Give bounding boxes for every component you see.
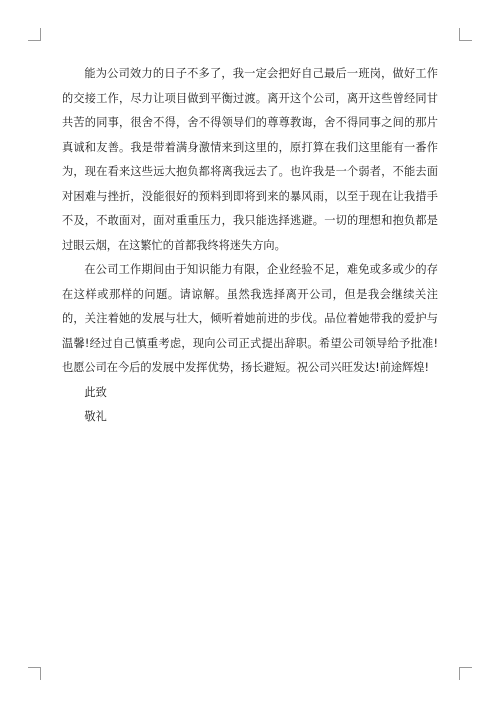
closing-salutation: 此致	[84, 385, 107, 399]
crop-mark-top-left	[28, 28, 41, 41]
paragraph-2: 在公司工作期间由于知识能力有限，企业经验不足，难免或多或少的存在这样或那样的问题。请谅解。虽然我选择离开公司，但是我会继续关注的，关注着她的发展与壮大，倾听着她前进的步伐。品位着她带我的爱护与温馨!经过自己慎重考虑，现向公司正式提出辞职。希望公司领导给予批准!也愿公司在今后的发展中发挥优势，扬长避短。祝公司兴旺发达!前途辉煌!	[62, 263, 438, 374]
closing-regards: 敬礼	[84, 410, 107, 423]
paragraph-1: 能为公司效力的日子不多了，我一定会把好自己最后一班岗，做好工作的交接工作，尽力让项目做到平衡过渡。离开这个公司，离开这些曾经同甘共苦的同事，很舍不得，舍不得领导们的尊尊教诲，舍不得同事之间的那片真诚和友善。我是带着满身激情来到这里的，原打算在我们这里能有一番作为，现在看来这些远大抱负都将离我远去了。也许我是一个弱者，不能去面对困难与挫折，没能很好的预料到即将到来的暴风雨，以至于现在让我措手不及，不敢面对，面对重重压力，我只能选择逃避。一切的理想和抱负都是过眼云烟，在这繁忙的首都我终将迷失方向。	[62, 67, 438, 252]
crop-mark-bottom-left	[28, 667, 41, 680]
crop-mark-bottom-right	[459, 667, 472, 680]
crop-mark-top-right	[459, 28, 472, 41]
document-body	[62, 62, 438, 430]
